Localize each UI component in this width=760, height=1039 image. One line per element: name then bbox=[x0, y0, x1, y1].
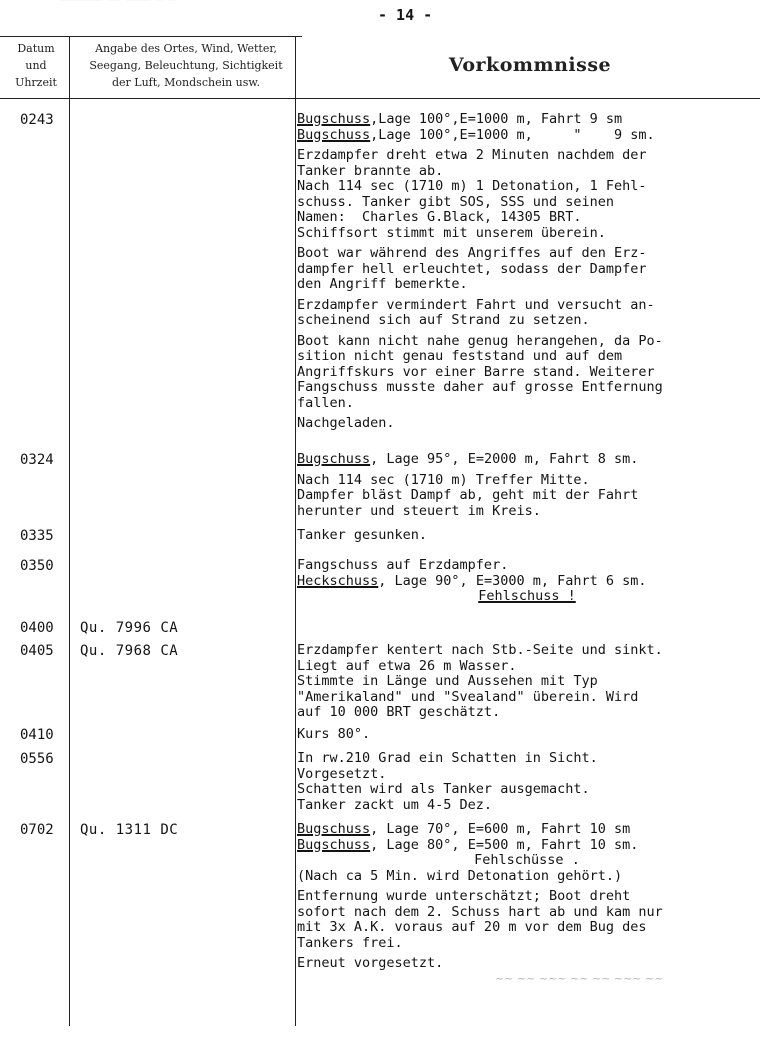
entry-line: Bugschuss, Lage 80°, E=500 m, Fahrt 10 sm. bbox=[297, 836, 639, 853]
entry-time: 0400 bbox=[20, 620, 54, 636]
entry-paragraph bbox=[297, 334, 757, 412]
entry-paragraph bbox=[297, 416, 757, 432]
entry-line: Tanker gesunken. bbox=[297, 527, 428, 543]
entry-paragraph bbox=[297, 727, 757, 743]
entry-paragraph bbox=[297, 298, 757, 329]
entry-paragraph bbox=[297, 889, 757, 951]
entry-line: dampfer hell erleuchtet, sodass der Dampfer bbox=[297, 260, 647, 277]
entry-line: Entfernung wurde unterschätzt; Boot dreht bbox=[297, 888, 631, 904]
entry-time: 0702 bbox=[20, 822, 54, 838]
entry-line: Bugschuss,Lage 100°,E=1000 m, Fahrt 9 sm bbox=[297, 111, 623, 127]
entry-line: Bugschuss, Lage 95°, E=2000 m, Fahrt 8 sm. bbox=[297, 451, 639, 467]
entry-line: Tanker brannte ab. bbox=[297, 162, 444, 179]
entry-line: Boot war während des Angriffes auf den Erz- bbox=[297, 245, 647, 261]
entry-paragraph bbox=[297, 246, 757, 293]
entry-time: 0410 bbox=[20, 727, 54, 743]
entry-line: herunter und steuert im Kreis. bbox=[297, 502, 541, 519]
entry-line: In rw.210 Grad ein Schatten in Sicht. bbox=[297, 750, 598, 766]
header-bottom-rule bbox=[0, 98, 760, 99]
entry-paragraph bbox=[297, 822, 757, 884]
entry-paragraph bbox=[297, 473, 757, 520]
entry-paragraph bbox=[297, 751, 757, 813]
entry-time: 0556 bbox=[20, 751, 54, 767]
entry-line: Tanker zackt um 4-5 Dez. bbox=[297, 796, 493, 813]
stamp-smudge: ▔▔▔▔▔▔▔ ▔▔ ▔▔▔▔ ▔ ▔ bbox=[60, 0, 175, 11]
entry-paragraph bbox=[297, 452, 757, 468]
entry-line: Heckschuss, Lage 90°, E=3000 m, Fahrt 6 sm. bbox=[297, 572, 647, 589]
entry-paragraph bbox=[297, 956, 757, 972]
entry-line: mit 3x A.K. voraus auf 20 m vor dem Bug des bbox=[297, 919, 647, 935]
entry-line: schuss. Tanker gibt SOS, SSS und seinen bbox=[297, 193, 614, 210]
entry-line: Erzdampfer dreht etwa 2 Minuten nachdem der bbox=[297, 147, 647, 163]
handwritten-note: ~~ ~~ ~~~ ~~ ~~ ~~~ ~~ bbox=[495, 972, 664, 985]
entry-line: Kurs 80°. bbox=[297, 726, 371, 742]
entry-paragraph bbox=[297, 558, 757, 605]
entry-line: Fangschuss auf Erzdampfer. bbox=[297, 557, 509, 573]
entry-line: Erzdampfer vermindert Fahrt und versucht an- bbox=[297, 296, 655, 313]
entry-position: Qu. 7968 CA bbox=[80, 643, 179, 659]
entry-time: 0324 bbox=[20, 452, 54, 468]
entry-line: Vorgesetzt. bbox=[297, 765, 387, 782]
column-divider-1 bbox=[69, 36, 70, 1026]
entry-line: Dampfer bläst Dampf ab, geht mit der Fahrt bbox=[297, 487, 639, 503]
header-datum: Datum und Uhrzeit bbox=[15, 42, 57, 89]
entry-line: Erneut vorgesetzt. bbox=[297, 955, 444, 971]
entry-line: Nach 114 sec (1710 m) Treffer Mitte. bbox=[297, 471, 590, 488]
entry-paragraph bbox=[297, 148, 757, 241]
entry-line: Nachgeladen. bbox=[297, 415, 395, 431]
entry-line: den Angriff bemerkte. bbox=[297, 276, 468, 292]
entry-time: 0405 bbox=[20, 643, 54, 659]
entry-position: Qu. 1311 DC bbox=[80, 822, 179, 838]
entry-line: Boot kann nicht nahe genug herangehen, da Po- bbox=[297, 332, 663, 349]
header-vorkommnisse: Vorkommnisse bbox=[448, 54, 612, 76]
entry-line: sition nicht genau feststand und auf dem bbox=[297, 348, 623, 364]
entry-line: Nach 114 sec (1710 m) 1 Detonation, 1 Fehl- bbox=[297, 178, 647, 194]
entry-line: Schiffsort stimmt mit unserem überein. bbox=[297, 224, 606, 241]
entry-line: "Amerikaland" und "Svealand" überein. Wird bbox=[297, 688, 639, 705]
entry-time: 0350 bbox=[20, 558, 54, 574]
entry-line: (Nach ca 5 Min. wird Detonation gehört.) bbox=[297, 867, 623, 884]
header-ort: Angabe des Ortes, Wind, Wetter, Seegang, Beleuchtung, Sichtigkeit der Luft, Mondschein usw. bbox=[89, 42, 283, 89]
entry-paragraph bbox=[297, 528, 757, 544]
entry-line: Bugschuss,Lage 100°,E=1000 m, " 9 sm. bbox=[297, 126, 655, 143]
entry-line: Fehlschuss ! bbox=[478, 588, 576, 604]
entry-time: 0243 bbox=[20, 112, 54, 128]
entry-line: sofort nach dem 2. Schuss hart ab und kam nur bbox=[297, 903, 663, 920]
page-number: - 14 - bbox=[378, 6, 433, 24]
header-top-rule bbox=[0, 36, 302, 37]
entry-paragraph bbox=[297, 112, 757, 143]
entry-line: Erzdampfer kentert nach Stb.-Seite und sinkt. bbox=[297, 642, 663, 658]
entry-time: 0335 bbox=[20, 528, 54, 544]
entry-line: Tankers frei. bbox=[297, 934, 403, 951]
entry-paragraph bbox=[297, 643, 757, 721]
entry-line: Liegt auf etwa 26 m Wasser. bbox=[297, 657, 517, 674]
entry-line: Schatten wird als Tanker ausgemacht. bbox=[297, 781, 590, 797]
column-divider-2 bbox=[295, 36, 296, 1026]
entry-position: Qu. 7996 CA bbox=[80, 620, 179, 636]
entry-line: fallen. bbox=[297, 394, 354, 411]
entry-line: Namen: Charles G.Black, 14305 BRT. bbox=[297, 209, 582, 225]
entry-line: auf 10 000 BRT geschätzt. bbox=[297, 704, 501, 720]
entry-line: scheinend sich auf Strand zu setzen. bbox=[297, 312, 590, 328]
entry-line: Fehlschüsse . bbox=[474, 852, 580, 868]
entry-line: Fangschuss musste daher auf grosse Entfernung bbox=[297, 379, 663, 395]
entry-line: Stimmte in Länge und Aussehen mit Typ bbox=[297, 673, 598, 689]
entry-line: Angriffskurs vor einer Barre stand. Weiterer bbox=[297, 363, 655, 380]
entry-line: Bugschuss, Lage 70°, E=600 m, Fahrt 10 sm bbox=[297, 821, 631, 837]
